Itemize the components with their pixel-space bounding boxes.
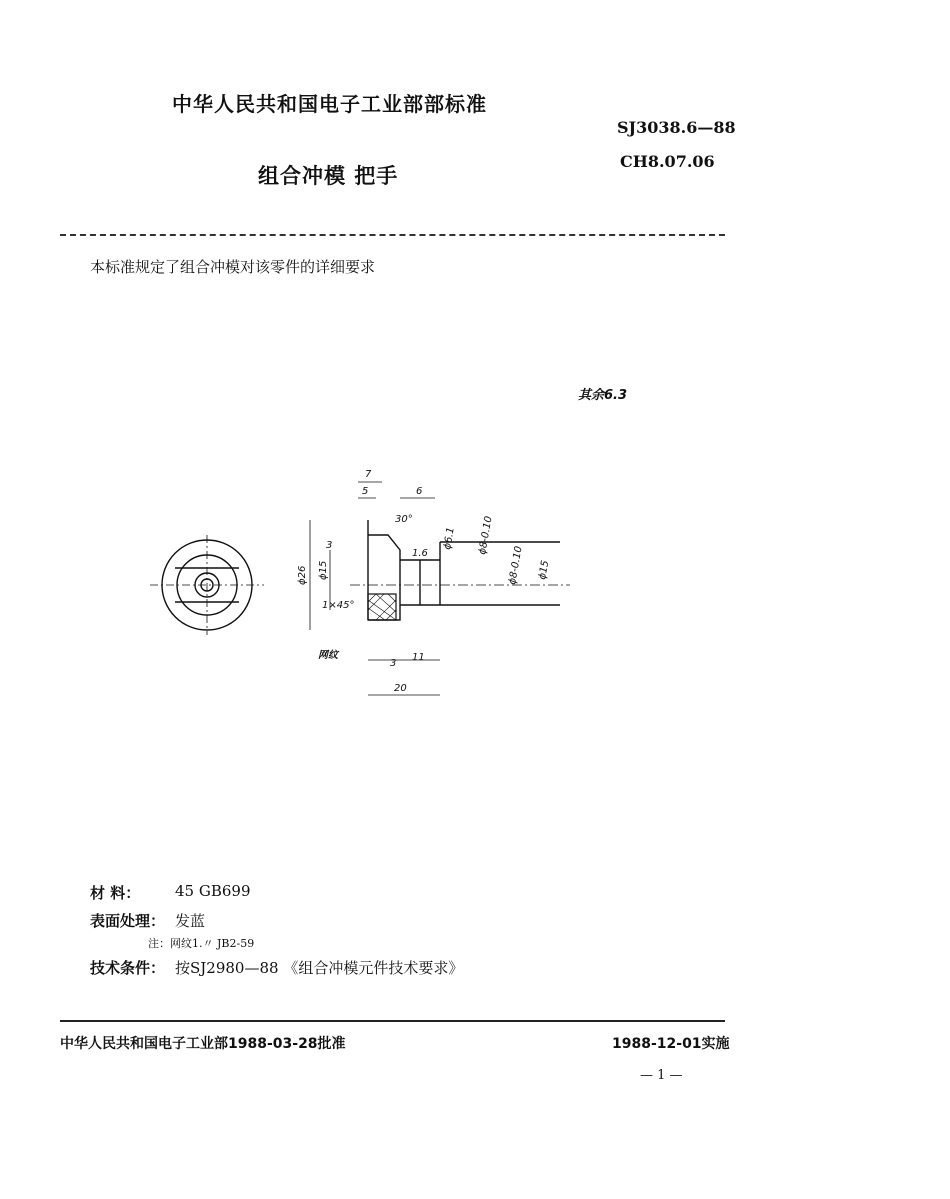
dim-3-top: 3 bbox=[326, 540, 333, 551]
part-code: CH8.07.06 bbox=[620, 152, 715, 171]
side-view bbox=[310, 482, 570, 695]
dim-3-bottom: 3 bbox=[390, 658, 397, 669]
spec-tech-label: 技术条件： bbox=[90, 959, 166, 977]
intro-text: 本标准规定了组合冲模对该零件的详细要求 bbox=[90, 258, 376, 276]
spec-tech-value: 按SJ2980—88 《组合冲模元件技术要求》 bbox=[175, 959, 464, 977]
footer-divider bbox=[60, 1020, 725, 1022]
approval-line: 中华人民共和国电子工业部1988-03-28批准 bbox=[60, 1036, 346, 1052]
page-number: — 1 — bbox=[640, 1068, 683, 1083]
document-title: 组合冲模 把手 bbox=[258, 164, 399, 188]
spec-material-label: 材 料： bbox=[90, 884, 141, 902]
label-knurl: 网纹 bbox=[318, 650, 338, 661]
dim-11: 11 bbox=[412, 652, 425, 663]
dim-5: 5 bbox=[362, 486, 369, 497]
dim-chamfer: 1×45° bbox=[322, 600, 355, 611]
spec-surface-label: 表面处理： bbox=[90, 912, 166, 930]
dim-phi6-1: ϕ6.1 bbox=[442, 526, 457, 551]
dim-phi26: ϕ26 bbox=[297, 565, 308, 585]
dim-7: 7 bbox=[365, 469, 372, 480]
technical-drawing bbox=[150, 460, 580, 710]
knurl-note: 注：网纹1.〃 JB2-59 bbox=[148, 937, 255, 950]
spec-surface-value: 发蓝 bbox=[175, 912, 206, 930]
dim-phi15-right: ϕ15 bbox=[537, 559, 552, 581]
implementation-date: 1988-12-01实施 bbox=[612, 1036, 730, 1052]
issuing-organization: 中华人民共和国电子工业部部标准 bbox=[172, 92, 487, 116]
dim-phi8-lower: ϕ8-0.10 bbox=[507, 545, 525, 586]
dim-30deg: 30° bbox=[395, 514, 413, 525]
dim-6: 6 bbox=[416, 486, 423, 497]
standard-code: SJ3038.6—88 bbox=[617, 118, 736, 137]
spec-material-value: 45 GB699 bbox=[175, 882, 251, 900]
end-view bbox=[150, 535, 264, 635]
dim-20: 20 bbox=[394, 683, 407, 694]
surface-roughness-note: 其余6.3 bbox=[578, 388, 628, 403]
dim-phi8-upper: ϕ8-0.10 bbox=[477, 515, 495, 556]
header-divider bbox=[60, 234, 725, 236]
dim-phi15-left: ϕ15 bbox=[318, 560, 329, 580]
dim-1-6: 1.6 bbox=[412, 548, 428, 559]
